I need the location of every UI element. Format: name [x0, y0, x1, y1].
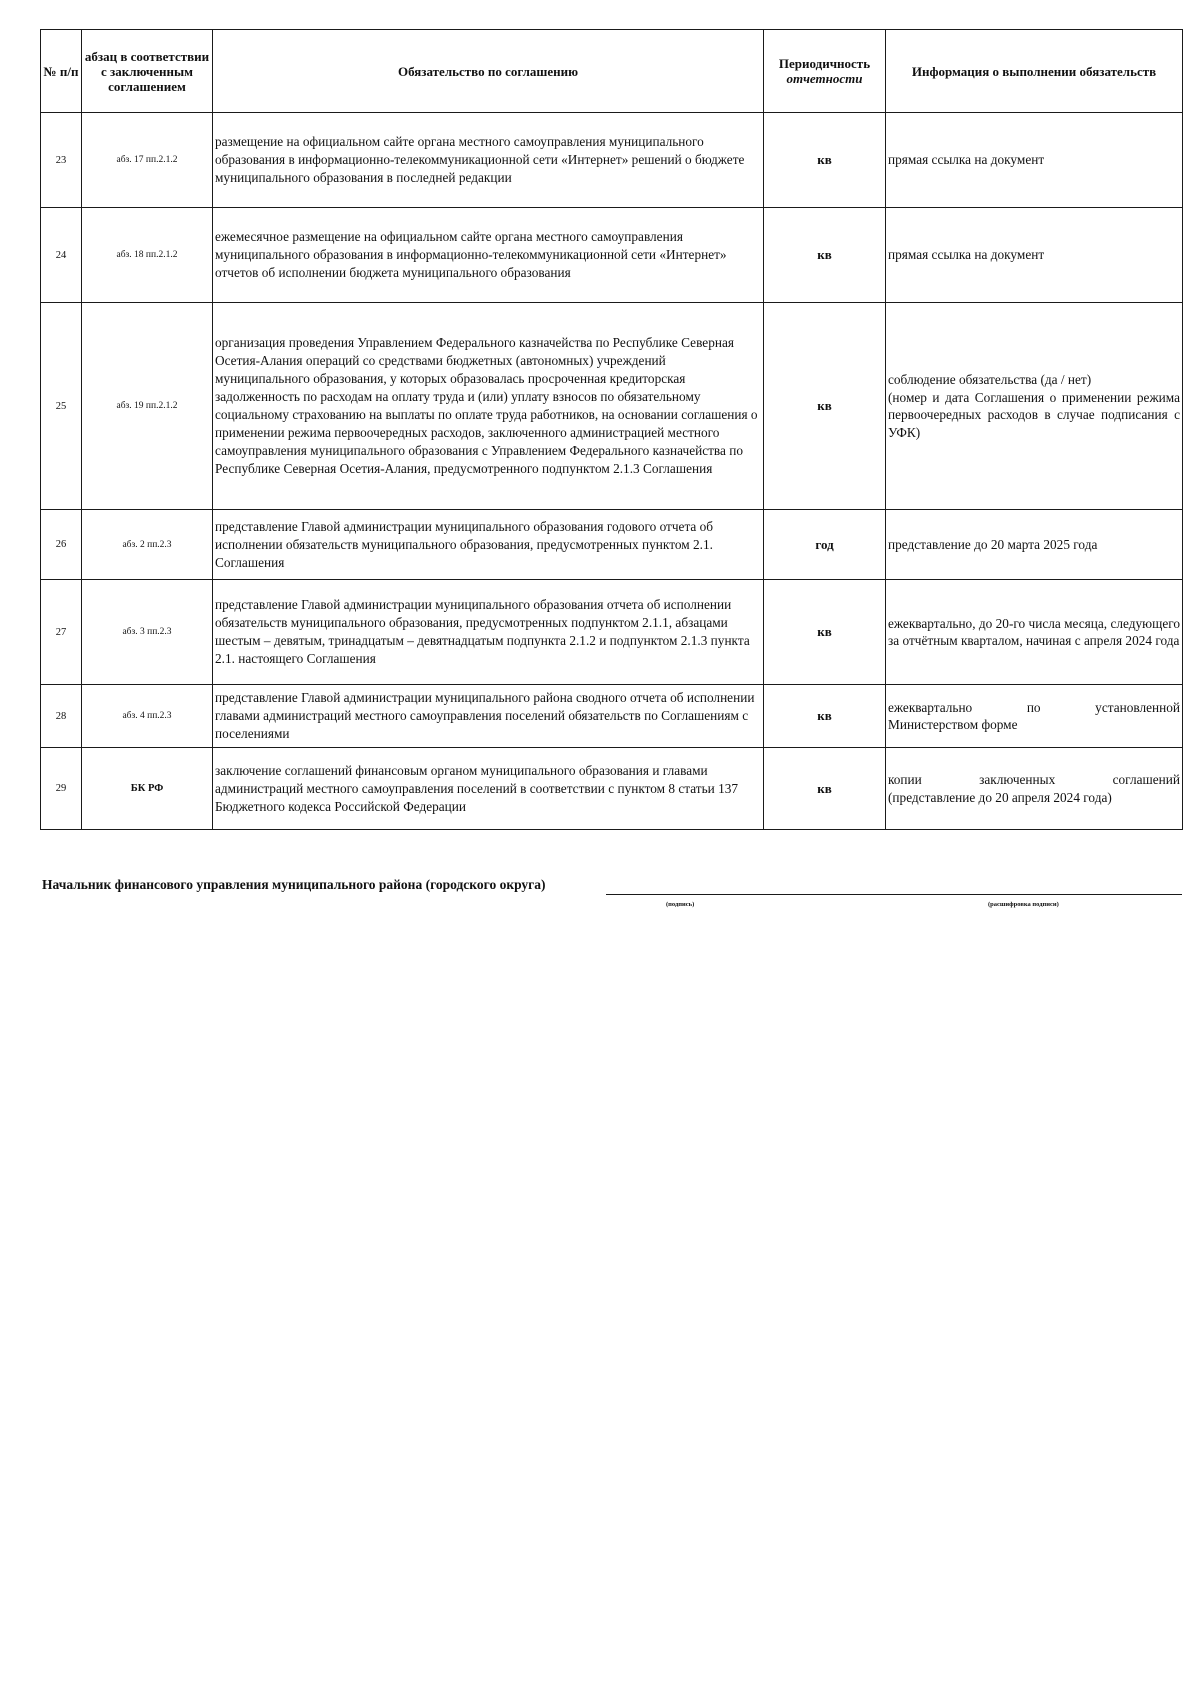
row-info-line1: [888, 771, 1180, 789]
table-row: [41, 748, 1183, 830]
row-info: прямая ссылка на документ: [886, 113, 1183, 208]
row-info-word: ежеквартально: [888, 699, 973, 715]
table-header-row: [41, 30, 1183, 113]
row-number: 28: [41, 685, 82, 748]
row-info-word: заключенных: [979, 772, 1056, 787]
signature-line: [606, 894, 1182, 895]
header-number: № п/п: [41, 30, 82, 113]
row-number: 27: [41, 580, 82, 685]
row-info-line1: соблюдение обязательства (да / нет): [888, 372, 1092, 387]
row-periodicity: кв: [764, 113, 886, 208]
row-info-line2: Министерством форме: [888, 717, 1018, 732]
row-obligation: представление Главой администрации муниципального района сводного отчета об исполнении главами администраций местного самоуправления поселений обязательств по Соглашениям с поселениями: [213, 685, 764, 748]
row-obligation: представление Главой администрации муниципального образования отчета об исполнении обязательств муниципального образования, предусмотренных подпунктом 2.1.1, абзацами шестым – девятым, тринадцатым – девятнадцатым подпункта 2.1.2 и подпунктом 2.1.3 пункта 2.1. настоящего Соглашения: [213, 580, 764, 685]
header-periodicity: [764, 30, 886, 113]
row-paragraph: абз. 17 пп.2.1.2: [82, 113, 213, 208]
row-info: [886, 303, 1183, 510]
table-row: [41, 510, 1183, 580]
row-paragraph: абз. 3 пп.2.3: [82, 580, 213, 685]
row-info-word: копии: [888, 772, 922, 787]
table-row: [41, 303, 1183, 510]
header-periodicity-line1: Периодичность: [778, 56, 871, 71]
row-number: 23: [41, 113, 82, 208]
row-info: представление до 20 марта 2025 года: [886, 510, 1183, 580]
row-number: 26: [41, 510, 82, 580]
row-periodicity: кв: [764, 303, 886, 510]
row-obligation: размещение на официальном сайте органа местного самоуправления муниципального образования в информационно-телекоммуникационной сети «Интернет» решений о бюджете муниципального образования в последней редакции: [213, 113, 764, 208]
row-periodicity: кв: [764, 685, 886, 748]
row-periodicity: кв: [764, 208, 886, 303]
row-info-word: установленной: [1095, 699, 1180, 715]
row-info-line2: (представление до 20 апреля 2024 года): [888, 789, 1112, 805]
row-obligation: представление Главой администрации муниципального образования годового отчета об исполнении обязательств муниципального образования, предусмотренных пунктом 2.1. Соглашения: [213, 510, 764, 580]
row-periodicity: год: [764, 510, 886, 580]
row-periodicity: кв: [764, 580, 886, 685]
row-obligation: ежемесячное размещение на официальном сайте органа местного самоуправления муниципального образования в информационно-телекоммуникационной сети «Интернет» отчетов об исполнении бюджета муниципального образования: [213, 208, 764, 303]
row-number: 29: [41, 748, 82, 830]
header-obligation: Обязательство по соглашению: [213, 30, 764, 113]
signature-label: Начальник финансового управления муниципального района (городского округа): [42, 877, 546, 892]
row-paragraph: БК РФ: [82, 748, 213, 830]
header-paragraph: абзац в соответствии с заключенным соглашением: [82, 30, 213, 113]
row-info: прямая ссылка на документ: [886, 208, 1183, 303]
row-info-word: по: [1026, 699, 1041, 715]
table-row: [41, 580, 1183, 685]
table-row: [41, 685, 1183, 748]
row-paragraph: абз. 18 пп.2.1.2: [82, 208, 213, 303]
header-info: Информация о выполнении обязательств: [886, 30, 1183, 113]
row-paragraph: абз. 2 пп.2.3: [82, 510, 213, 580]
row-number: 25: [41, 303, 82, 510]
row-periodicity: кв: [764, 748, 886, 830]
signature-caption-sign: (подпись): [666, 901, 695, 908]
row-info-line1: [888, 699, 1180, 717]
obligations-table: [40, 29, 1183, 830]
row-paragraph: абз. 19 пп.2.1.2: [82, 303, 213, 510]
row-info: ежеквартально, до 20-го числа месяца, следующего за отчётным кварталом, начиная с апреля 2024 года: [886, 580, 1183, 685]
row-number: 24: [41, 208, 82, 303]
row-obligation: организация проведения Управлением Федерального казначейства по Республике Северная Осетия-Алания операций со средствами бюджетных (автономных) учреждений муниципального образования, у которых образовалась просроченная кредиторская задолженность по расходам на оплату труда и (или) уплату взносов по обязательному социальному страхованию на выплаты по оплате труда работников, на основании соглашения о применении режима первоочередных расходов, заключенного администрацией местного самоуправления муниципального образования с Управлением Федерального казначейства по Республике Северная Осетия-Алания, предусмотренного подпунктом 2.1.3 Соглашения: [213, 303, 764, 510]
row-paragraph: абз. 4 пп.2.3: [82, 685, 213, 748]
row-info: [886, 685, 1183, 748]
row-info: [886, 748, 1183, 830]
table-row: [41, 208, 1183, 303]
row-obligation: заключение соглашений финансовым органом муниципального образования и главами администраций местного самоуправления поселений в соответствии с пунктом 8 статьи 137 Бюджетного кодекса Российской Федерации: [213, 748, 764, 830]
table-row: [41, 113, 1183, 208]
row-info-line2: (номер и дата Соглашения о применении режима первоочередных расходов в случае подписания с УФК): [888, 389, 1180, 440]
row-info-word: соглашений: [1112, 772, 1180, 787]
header-periodicity-line2: отчетности: [786, 71, 863, 86]
signature-caption-decode: (расшифровка подписи): [988, 901, 1059, 908]
